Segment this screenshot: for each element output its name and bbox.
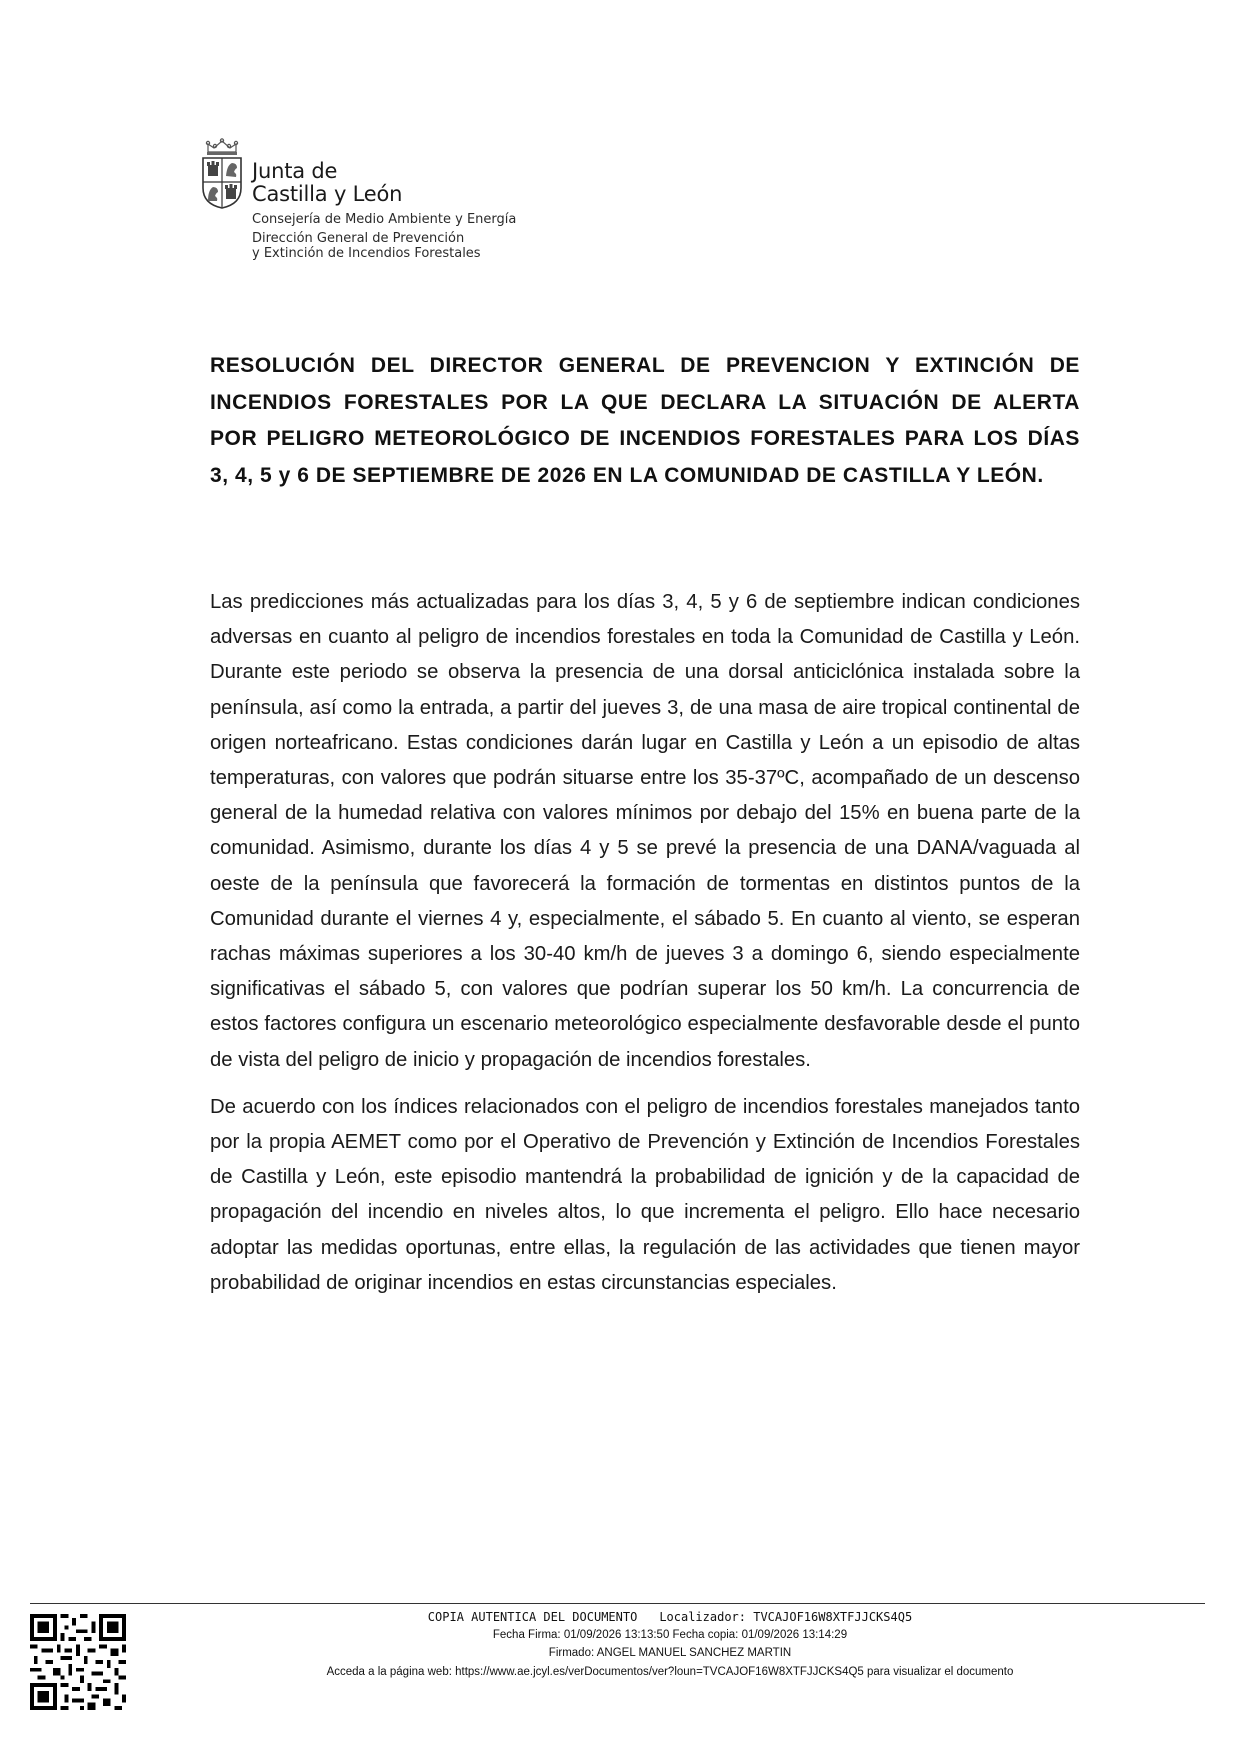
document-title: RESOLUCIÓN DEL DIRECTOR GENERAL DE PREVENCION Y EXTINCIÓN DE INCENDIOS FORESTALES POR LA QUE DECLARA LA SITUACIÓN DE ALERTA POR PELIGRO METEOROLÓGICO DE INCENDIOS FORESTALES PARA LOS DÍAS 3, 4, 5 y 6 DE SEPTIEMBRE DE 2026 EN LA COMUNIDAD DE CASTILLA Y LEÓN. bbox=[210, 354, 1080, 487]
directorate-line1: Dirección General de Prevención bbox=[252, 230, 465, 246]
locator: Localizador: TVCAJOF16W8XTFJJCKS4Q5 bbox=[659, 1610, 913, 1624]
directorate-line2: y Extinción de Incendios Forestales bbox=[252, 246, 481, 261]
institution-name-line1: Junta de bbox=[252, 159, 338, 183]
copy-label: COPIA AUTENTICA DEL DOCUMENTO bbox=[427, 1610, 638, 1624]
authentication-footer bbox=[140, 1608, 1200, 1681]
signature-dates: Fecha Firma: 01/09/2026 13:13:50 Fecha copia: 01/09/2026 13:14:29 bbox=[492, 1629, 848, 1642]
coat-of-arms-icon bbox=[200, 138, 244, 210]
letterhead bbox=[200, 138, 620, 268]
body-paragraph: Las predicciones más actualizadas para los días 3, 4, 5 y 6 de septiembre indican condiciones adversas en cuanto al peligro de incendios forestales en toda la Comunidad de Castilla y León. Durante este periodo se observa la presencia de una dorsal anticiclónica instalada sobre la península, así como la entrada, a partir del jueves 3, de una masa de aire tropical continental de origen norteafricano. Estas condiciones darán lugar en Castilla y León a un episodio de altas temperaturas, con valores que podrán situarse entre los 35-37ºC, acompañado de un descenso general de la humedad relativa con valores mínimos por debajo del 15% en buena parte de la comunidad. Asimismo, durante los días 4 y 5 se prevé la presencia de una DANA/vaguada al oeste de la península que favorecerá la formación de tormentas en distintos puntos de la Comunidad durante el viernes 4 y, especialmente, el sábado 5. En cuanto al viento, se esperan rachas máximas superiores a los 30-40 km/h de jueves 3 a domingo 6, siendo especialmente significativas el sábado 5, con valores que podrían superar los 50 km/h. La concurrencia de estos factores configura un escenario meteorológico especialmente desfavorable desde el punto de vista del peligro de inicio y propagación de incendios forestales. bbox=[210, 591, 1080, 1071]
verification-link[interactable]: Acceda a la página web: https://www.ae.jcyl.es/verDocumentos/ver?loun=TVCAJOF16W8XTFJJCKS4Q5 para visualizar el documento bbox=[326, 1665, 1014, 1678]
department-name: Consejería de Medio Ambiente y Energía bbox=[252, 212, 517, 227]
signed-by: Firmado: ANGEL MANUEL SANCHEZ MARTIN bbox=[548, 1647, 792, 1660]
copy-locator-line bbox=[140, 1608, 1200, 1626]
institution-name bbox=[252, 160, 402, 206]
body-paragraph: De acuerdo con los índices relacionados con el peligro de incendios forestales manejados tanto por la propia AEMET como por el Operativo de Prevención y Extinción de Incendios Forestales de Castilla y León, este episodio mantendrá la probabilidad de ignición y de la capacidad de propagación del incendio en niveles altos, lo que incrementa el peligro. Ello hace necesario adoptar las medidas oportunas, entre ellas, la regulación de las actividades que tienen mayor probabilidad de originar incendios en estas circunstancias especiales. bbox=[210, 1095, 1080, 1294]
qr-code-icon[interactable] bbox=[30, 1614, 126, 1710]
institution-name-line2: Castilla y León bbox=[252, 182, 403, 206]
document-body bbox=[210, 585, 1080, 1313]
department-block bbox=[252, 212, 516, 262]
footer-divider bbox=[30, 1603, 1205, 1604]
